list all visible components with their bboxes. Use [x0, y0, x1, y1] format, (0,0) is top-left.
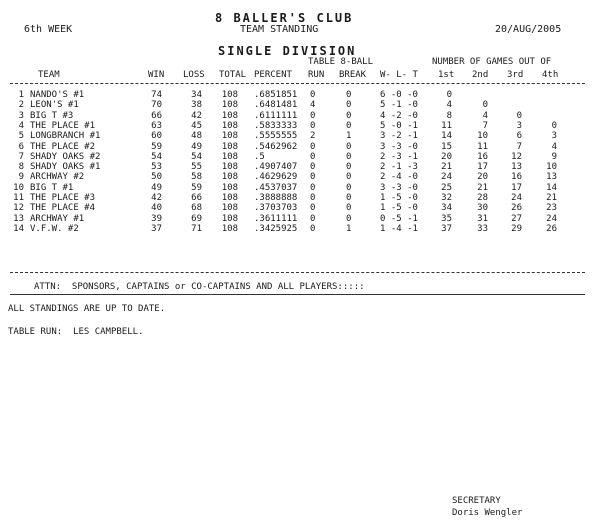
table-row [0, 183, 596, 193]
row-rank: 10 [13, 182, 24, 193]
row-break: 0 [346, 141, 352, 152]
row-wlt: 2 -1 -3 [380, 162, 418, 173]
row-games-2nd: 10 [477, 131, 488, 142]
col-header-break: BREAK [339, 70, 367, 80]
row-break: 0 [346, 151, 352, 162]
row-loss: 58 [191, 172, 202, 183]
table-row [0, 224, 596, 234]
row-percent: .6111111 [254, 110, 298, 121]
row-break: 0 [346, 162, 352, 173]
row-games-4th: 21 [546, 193, 557, 203]
row-games-4th: 24 [546, 213, 557, 224]
row-break: 0 [346, 100, 352, 111]
col-header-4th: 4th [542, 70, 559, 80]
col-header-run: RUN [308, 70, 325, 80]
row-team: THE PLACE #2 [30, 141, 96, 152]
col-header-win: WIN [148, 70, 165, 80]
row-percent: .5 [254, 151, 265, 162]
row-run: 0 [310, 162, 316, 173]
row-games-1st: 15 [441, 141, 452, 152]
row-games-4th: 4 [551, 141, 557, 152]
row-run: 0 [310, 223, 316, 234]
row-games-4th: 14 [546, 182, 557, 193]
row-break: 0 [346, 110, 352, 121]
row-games-1st: 8 [446, 110, 452, 121]
row-games-1st: 32 [441, 193, 452, 203]
row-loss: 59 [191, 182, 202, 193]
row-loss: 34 [191, 90, 202, 100]
row-total: 108 [221, 172, 238, 183]
row-team: LONGBRANCH #1 [30, 131, 101, 142]
row-break: 0 [346, 90, 352, 100]
row-total: 108 [221, 100, 238, 111]
row-loss: 48 [191, 131, 202, 142]
table-run-note: TABLE RUN: LES CAMPBELL. [8, 327, 144, 337]
row-win: 59 [151, 141, 162, 152]
row-percent: .5833333 [254, 120, 298, 131]
row-rank: 5 [18, 131, 24, 142]
row-percent: .4629629 [254, 172, 298, 183]
row-games-2nd: 28 [477, 193, 488, 203]
col-header-team: TEAM [38, 70, 60, 80]
row-percent: .3703703 [254, 203, 298, 214]
row-games-2nd: 11 [477, 141, 488, 152]
col-header-percent: PERCENT [254, 70, 292, 80]
row-games-3rd: 7 [516, 141, 522, 152]
row-games-2nd: 30 [477, 203, 488, 214]
attn-underline [10, 294, 585, 295]
table-row [0, 111, 596, 121]
row-games-3rd: 29 [511, 223, 522, 234]
row-win: 39 [151, 213, 162, 224]
games-out-of-group-header: NUMBER OF GAMES OUT OF [432, 57, 552, 67]
row-win: 42 [151, 193, 162, 203]
row-loss: 49 [191, 141, 202, 152]
row-games-3rd: 24 [511, 193, 522, 203]
row-games-4th: 0 [551, 120, 557, 131]
standings-table [0, 90, 596, 250]
row-rank: 6 [18, 141, 24, 152]
row-total: 108 [221, 141, 238, 152]
row-percent: .3888888 [254, 193, 298, 203]
row-total: 108 [221, 90, 238, 100]
row-games-4th: 23 [546, 203, 557, 214]
table-row [0, 203, 596, 213]
row-team: SHADY OAKS #2 [30, 151, 101, 162]
row-games-1st: 37 [441, 223, 452, 234]
row-loss: 68 [191, 203, 202, 214]
row-games-1st: 35 [441, 213, 452, 224]
row-total: 108 [221, 162, 238, 173]
row-loss: 71 [191, 223, 202, 234]
row-games-3rd: 6 [516, 131, 522, 142]
row-break: 0 [346, 120, 352, 131]
row-games-3rd: 26 [511, 203, 522, 214]
row-rank: 11 [13, 193, 24, 203]
table-row [0, 193, 596, 203]
col-header-3rd: 3rd [507, 70, 524, 80]
row-percent: .3611111 [254, 213, 298, 224]
row-percent: .4907407 [254, 162, 298, 173]
row-rank: 12 [13, 203, 24, 214]
row-break: 0 [346, 172, 352, 183]
row-games-1st: 0 [446, 90, 452, 100]
row-rank: 14 [13, 223, 24, 234]
table-row [0, 121, 596, 131]
secretary-label: SECRETARY [452, 496, 501, 506]
row-run: 0 [310, 172, 316, 183]
col-header-wlt: W- L- T [380, 70, 418, 80]
row-games-2nd: 7 [482, 120, 488, 131]
row-win: 66 [151, 110, 162, 121]
row-games-2nd: 20 [477, 172, 488, 183]
row-rank: 9 [18, 172, 24, 183]
row-win: 60 [151, 131, 162, 142]
row-total: 108 [221, 120, 238, 131]
row-rank: 3 [18, 110, 24, 121]
table-row [0, 100, 596, 110]
row-rank: 1 [18, 90, 24, 100]
row-wlt: 0 -5 -1 [380, 213, 418, 224]
row-games-2nd: 4 [482, 110, 488, 121]
row-team: ARCHWAY #1 [30, 213, 85, 224]
row-total: 108 [221, 182, 238, 193]
row-run: 2 [310, 131, 316, 142]
header-divider [10, 83, 585, 84]
row-rank: 2 [18, 100, 24, 111]
row-games-3rd: 13 [511, 162, 522, 173]
row-wlt: 1 -4 -1 [380, 223, 418, 234]
col-header-2nd: 2nd [472, 70, 489, 80]
row-games-4th: 13 [546, 172, 557, 183]
report-subtitle: TEAM STANDING [240, 24, 319, 35]
row-wlt: 3 -2 -1 [380, 131, 418, 142]
row-total: 108 [221, 203, 238, 214]
table-row [0, 214, 596, 224]
row-run: 0 [310, 193, 316, 203]
row-games-4th: 10 [546, 162, 557, 173]
row-run: 4 [310, 100, 316, 111]
standings-note: ALL STANDINGS ARE UP TO DATE. [8, 304, 166, 314]
row-games-4th: 26 [546, 223, 557, 234]
row-games-2nd: 17 [477, 162, 488, 173]
row-percent: .5555555 [254, 131, 298, 142]
row-rank: 8 [18, 162, 24, 173]
table-divider [10, 272, 585, 273]
row-percent: .6851851 [254, 90, 298, 100]
row-run: 0 [310, 110, 316, 121]
table-row [0, 142, 596, 152]
table-row [0, 131, 596, 141]
row-run: 0 [310, 182, 316, 193]
row-games-3rd: 0 [516, 110, 522, 121]
row-win: 70 [151, 100, 162, 111]
table-row [0, 162, 596, 172]
row-games-2nd: 0 [482, 100, 488, 111]
row-win: 50 [151, 172, 162, 183]
row-run: 0 [310, 90, 316, 100]
row-wlt: 1 -5 -0 [380, 193, 418, 203]
row-team: ARCHWAY #2 [30, 172, 85, 183]
row-loss: 45 [191, 120, 202, 131]
row-team: LEON'S #1 [30, 100, 79, 111]
row-loss: 55 [191, 162, 202, 173]
row-total: 108 [221, 151, 238, 162]
row-run: 0 [310, 151, 316, 162]
row-run: 0 [310, 120, 316, 131]
report-date: 20/AUG/2005 [495, 24, 562, 35]
row-team: SHADY OAKS #1 [30, 162, 101, 173]
row-games-1st: 24 [441, 172, 452, 183]
row-games-4th: 9 [551, 151, 557, 162]
row-team: BIG T #3 [30, 110, 74, 121]
row-wlt: 2 -3 -1 [380, 151, 418, 162]
row-win: 49 [151, 182, 162, 193]
row-games-2nd: 33 [477, 223, 488, 234]
row-total: 108 [221, 131, 238, 142]
row-total: 108 [221, 213, 238, 224]
secretary-name: Doris Wengler [452, 508, 523, 518]
row-games-1st: 11 [441, 120, 452, 131]
row-loss: 42 [191, 110, 202, 121]
row-loss: 69 [191, 213, 202, 224]
row-games-1st: 25 [441, 182, 452, 193]
row-rank: 7 [18, 151, 24, 162]
row-win: 74 [151, 90, 162, 100]
row-break: 1 [346, 131, 352, 142]
row-games-3rd: 27 [511, 213, 522, 224]
row-games-3rd: 12 [511, 151, 522, 162]
row-percent: .6481481 [254, 100, 298, 111]
col-header-loss: LOSS [183, 70, 205, 80]
row-wlt: 3 -3 -0 [380, 182, 418, 193]
row-games-2nd: 16 [477, 151, 488, 162]
row-run: 0 [310, 141, 316, 152]
table-row [0, 152, 596, 162]
row-break: 0 [346, 213, 352, 224]
row-wlt: 4 -2 -0 [380, 110, 418, 121]
row-loss: 54 [191, 151, 202, 162]
row-games-4th: 3 [551, 131, 557, 142]
table-8ball-group-header: TABLE 8-BALL [308, 57, 374, 67]
row-team: BIG T #1 [30, 182, 74, 193]
row-rank: 4 [18, 120, 24, 131]
club-title: 8 BALLER'S CLUB [215, 11, 354, 25]
row-break: 0 [346, 203, 352, 214]
row-break: 0 [346, 182, 352, 193]
row-wlt: 2 -4 -0 [380, 172, 418, 183]
row-games-1st: 21 [441, 162, 452, 173]
row-games-1st: 4 [446, 100, 452, 111]
row-games-2nd: 31 [477, 213, 488, 224]
row-win: 54 [151, 151, 162, 162]
row-run: 0 [310, 203, 316, 214]
division-title: SINGLE DIVISION [218, 44, 357, 58]
row-team: THE PLACE #3 [30, 193, 96, 203]
row-loss: 66 [191, 193, 202, 203]
row-wlt: 6 -0 -0 [380, 90, 418, 100]
row-team: THE PLACE #1 [30, 120, 96, 131]
row-run: 0 [310, 213, 316, 224]
row-percent: .5462962 [254, 141, 298, 152]
row-games-1st: 34 [441, 203, 452, 214]
row-win: 37 [151, 223, 162, 234]
row-wlt: 1 -5 -0 [380, 203, 418, 214]
attention-note: ATTN: SPONSORS, CAPTAINS or CO-CAPTAINS AND ALL PLAYERS::::: [34, 282, 365, 292]
row-games-3rd: 3 [516, 120, 522, 131]
row-games-1st: 14 [441, 131, 452, 142]
table-row [0, 172, 596, 182]
row-total: 108 [221, 223, 238, 234]
row-percent: .3425925 [254, 223, 298, 234]
row-win: 63 [151, 120, 162, 131]
row-wlt: 5 -1 -0 [380, 100, 418, 111]
row-total: 108 [221, 110, 238, 121]
row-team: NANDO'S #1 [30, 90, 85, 100]
row-games-3rd: 17 [511, 182, 522, 193]
col-header-total: TOTAL [219, 70, 247, 80]
row-team: V.F.W. #2 [30, 223, 79, 234]
row-games-3rd: 16 [511, 172, 522, 183]
week-label: 6th WEEK [24, 24, 73, 35]
row-wlt: 3 -3 -0 [380, 141, 418, 152]
row-break: 1 [346, 223, 352, 234]
row-rank: 13 [13, 213, 24, 224]
row-win: 40 [151, 203, 162, 214]
row-percent: .4537037 [254, 182, 298, 193]
row-games-1st: 20 [441, 151, 452, 162]
row-break: 0 [346, 193, 352, 203]
row-team: THE PLACE #4 [30, 203, 96, 214]
row-win: 53 [151, 162, 162, 173]
row-loss: 38 [191, 100, 202, 111]
table-row [0, 90, 596, 100]
col-header-1st: 1st [438, 70, 455, 80]
row-games-2nd: 21 [477, 182, 488, 193]
row-wlt: 5 -0 -1 [380, 120, 418, 131]
row-total: 108 [221, 193, 238, 203]
